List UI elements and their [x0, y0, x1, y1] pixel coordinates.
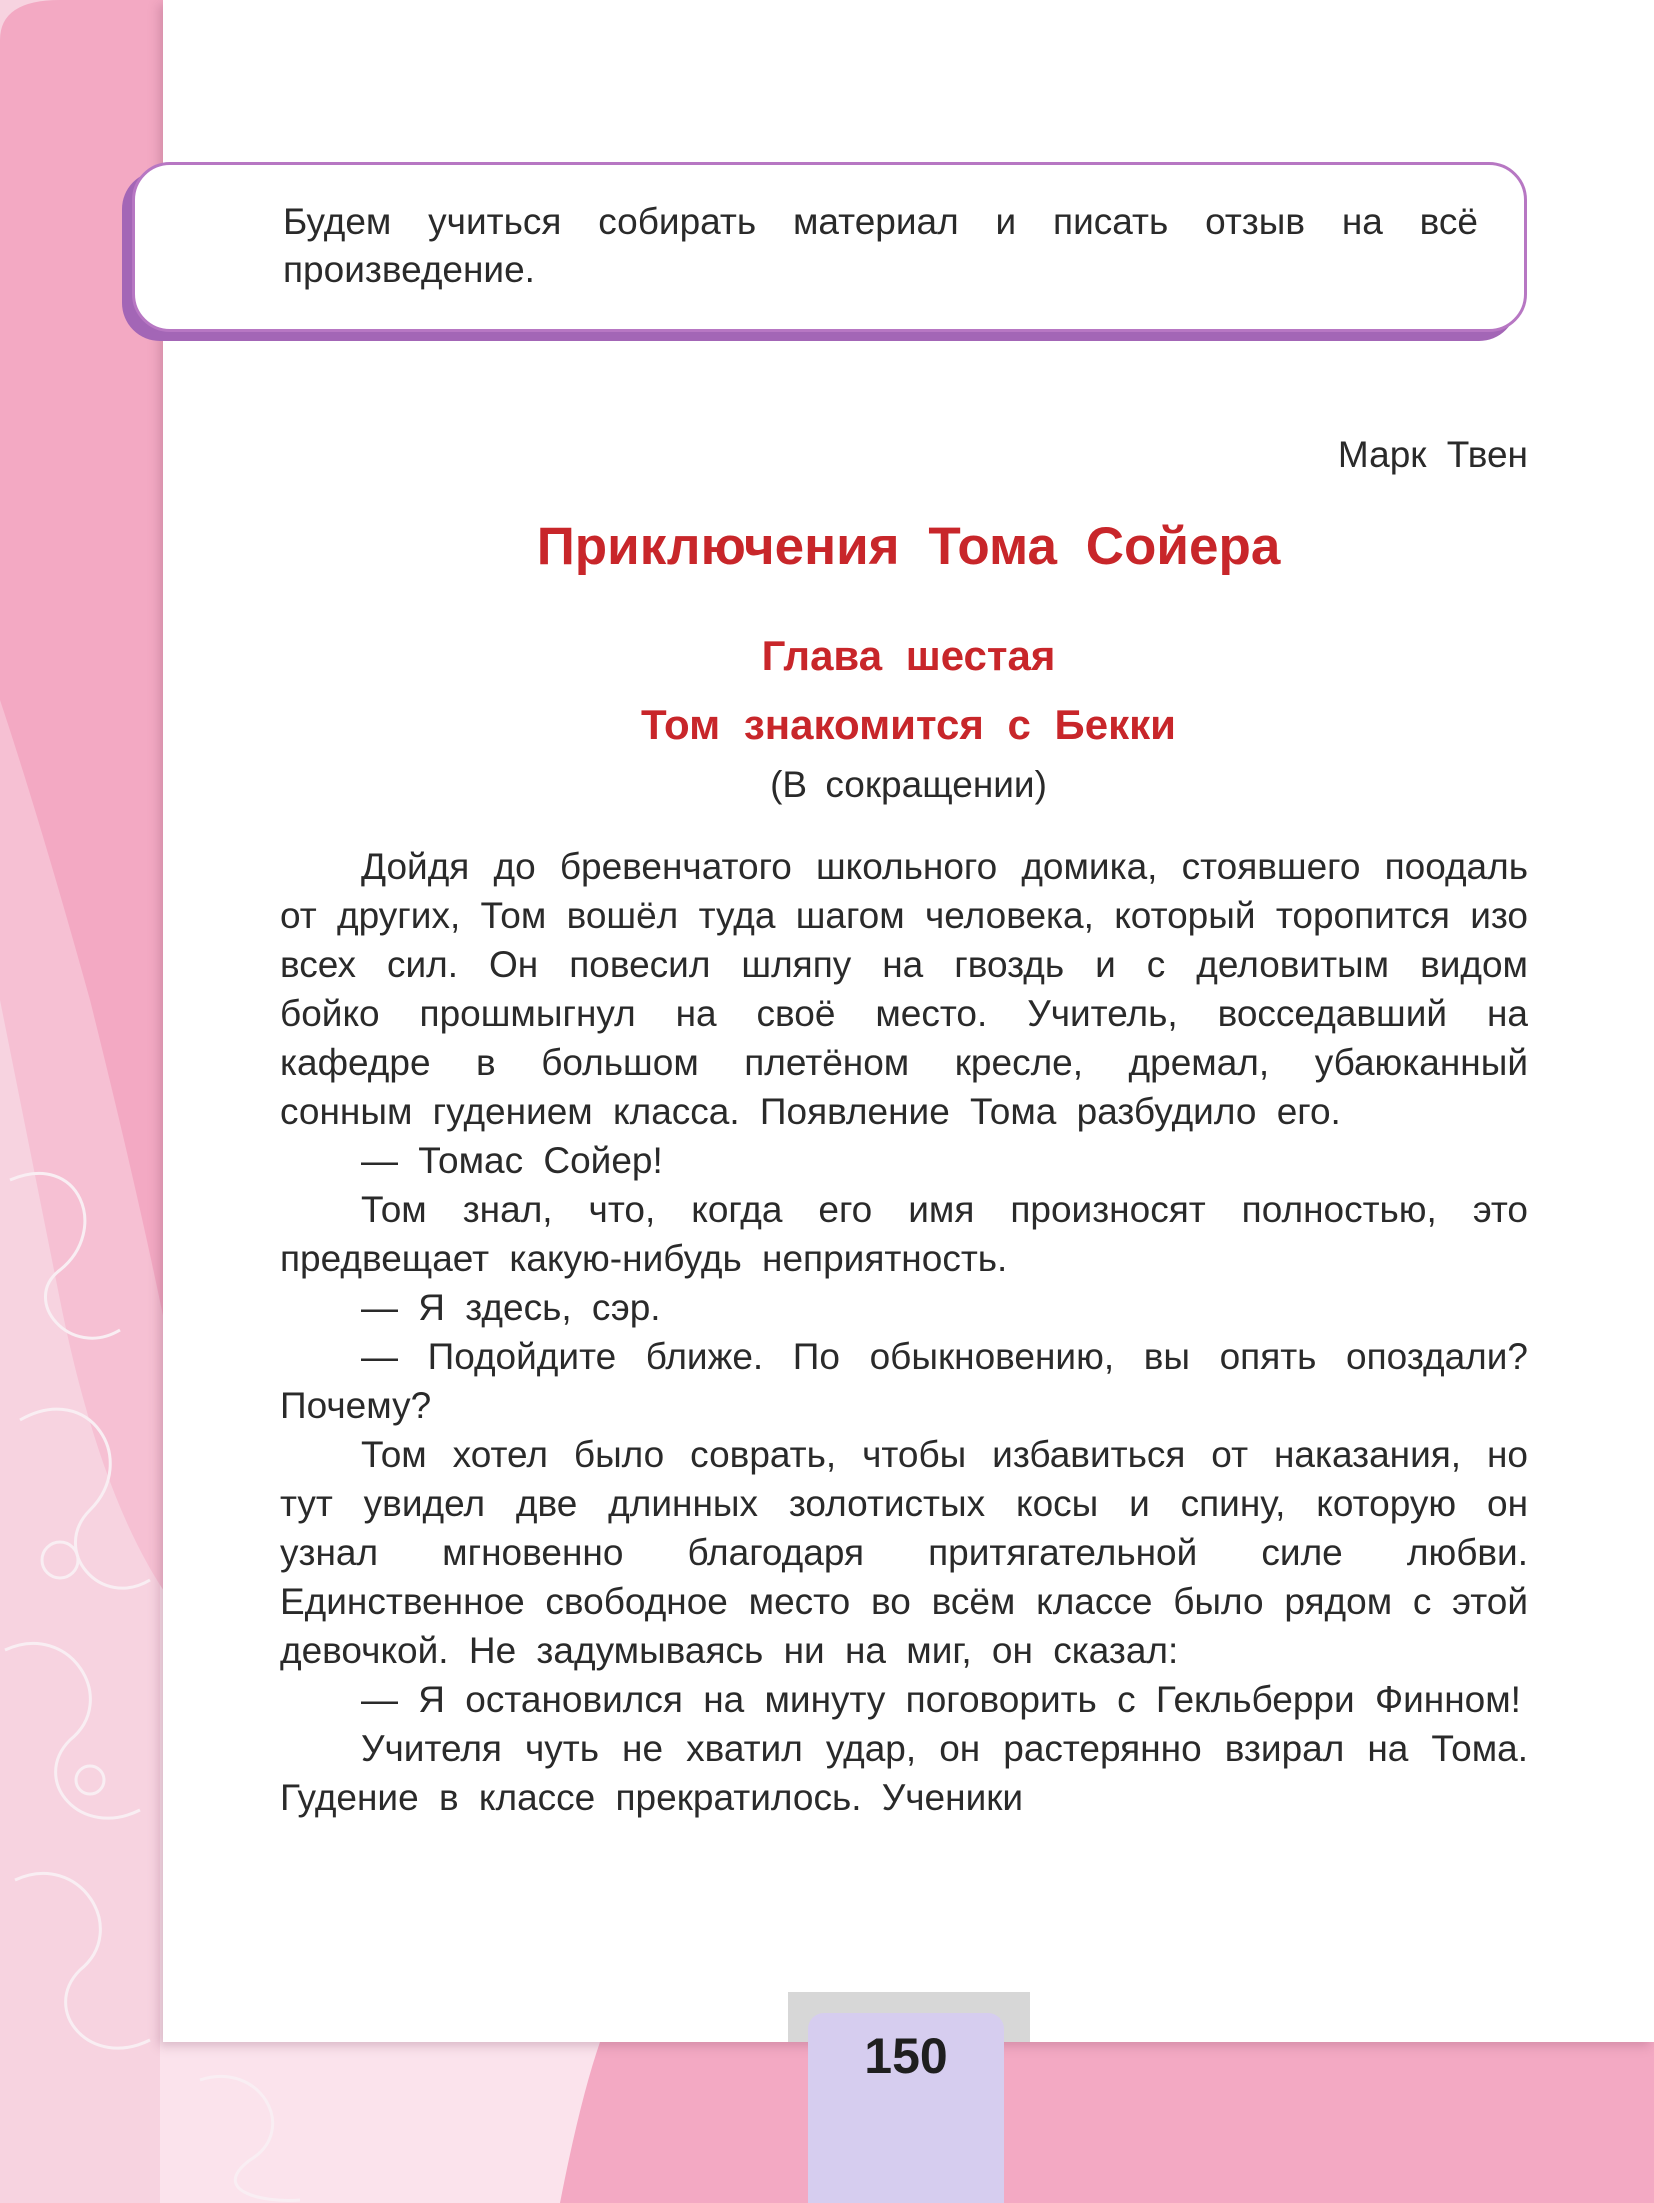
paragraph: Том хотел было соврать, чтобы избавиться от наказания, но тут увидел две длинных золотистых косы и спину, которую он узнал мгновенно благодаря притягательной силе любви. Единственное свободное место во всём классе было рядом с этой девочкой. Не задумываясь ни на миг, он сказал: — [280, 1434, 1528, 1671]
paragraph: Учителя чуть не хватил удар, он растерянно взирал на Тома. Гудение в классе прекратилось. Ученики — [280, 1728, 1528, 1818]
chapter-heading: Глава шестая — [761, 632, 1056, 679]
chapter-subtitle: Том знакомится с Бекки — [641, 701, 1176, 748]
story-text — [280, 842, 1528, 1822]
author-name: Марк Твен — [1337, 434, 1528, 475]
lesson-goal-box — [132, 162, 1527, 332]
lesson-goal-text: Будем учиться собирать материал и писать отзыв на всё произведение. — [283, 201, 1478, 290]
paragraph: Том знал, что, когда его имя произносят полностью, это предвещает какую-нибудь неприятность. — [280, 1189, 1528, 1279]
abridged-note: (В сокращении) — [770, 764, 1047, 805]
story-title: Приключения Тома Сойера — [536, 517, 1281, 576]
paragraph: — Подойдите ближе. По обыкновению, вы опять опоздали? Почему? — [280, 1336, 1528, 1426]
page-number-label: 150 — [864, 2028, 948, 2084]
paragraph: Дойдя до бревенчатого школьного домика, стоявшего поодаль от других, Том вошёл туда шагом человека, который торопится изо всех сил. Он повесил шляпу на гвоздь и с деловитым видом бойко прошмыгнул на своё место. Учитель, восседавший на кафедре в большом плетёном кресле, дремал, убаюканный сонным гудением класса. Появление Тома разбудило его. — [280, 846, 1528, 1132]
paragraph: — Я остановился на минуту поговорить с Гекльберри Финном! — [361, 1679, 1521, 1720]
paragraph: — Томас Сойер! — [361, 1140, 663, 1181]
page-number — [808, 2013, 1004, 2203]
paragraph: — Я здесь, сэр. — [361, 1287, 661, 1328]
